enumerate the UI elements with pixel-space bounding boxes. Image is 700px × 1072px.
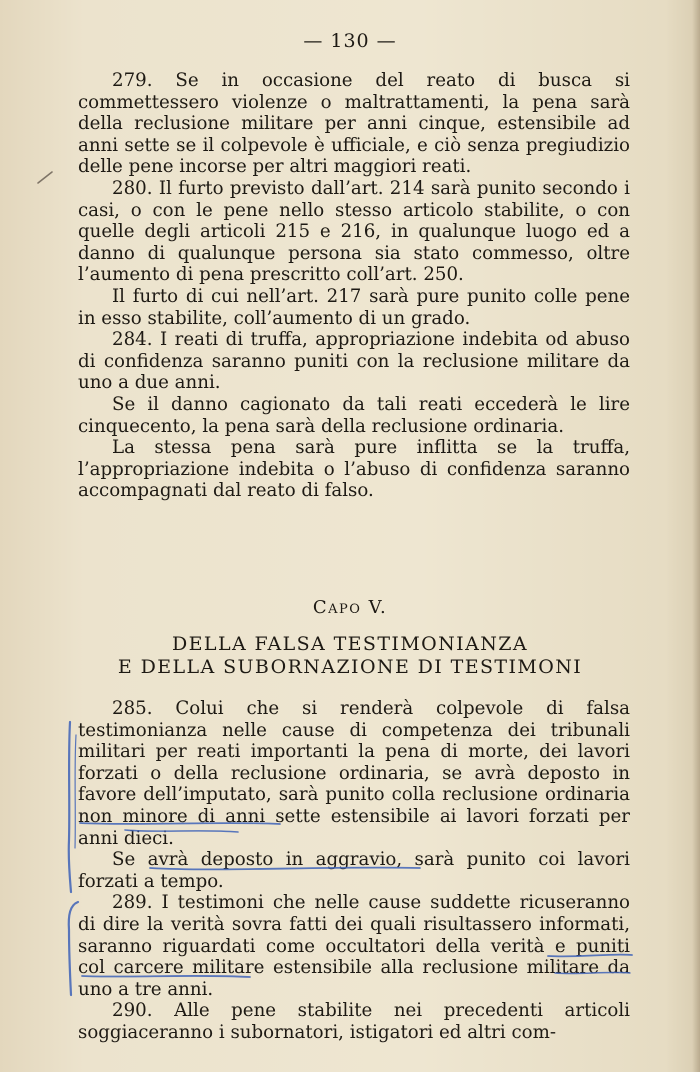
paragraph-280-continuation: Il furto di cui nell’art. 217 sarà pure punito colle pene in esso stabilite, coll’aumento di un grado. xyxy=(78,285,630,329)
paragraph-279: 279. Se in occasione del reato di busca si commettessero violenze o maltrattamenti, la pena sarà della reclusione militare per anni cinque, estensibile ad anni sette se il colpevole è ufficiale, e ciò senza pregiudizio delle pene incorse per altri maggiori reati. xyxy=(78,70,630,178)
paragraph-289: 289. I testimoni che nelle cause suddette ricuseranno di dire la verità sovra fatti dei quali risultassero informati, saranno riguardati come occultatori della verità e puniti col carcere militare estensibile alla reclusione militare da uno a tre anni. xyxy=(78,892,630,1000)
page-edge-shadow xyxy=(692,0,700,1072)
text-block-top xyxy=(78,70,630,502)
margin-bracket-285-inner xyxy=(75,735,76,848)
text-block-bottom xyxy=(78,698,630,1044)
margin-bracket-289 xyxy=(69,902,78,995)
page-number: — 130 — xyxy=(303,30,397,52)
paragraph-290: 290. Alle pene stabilite nei precedenti articoli soggiaceranno i subornatori, istigatori ed altri com- xyxy=(78,1000,630,1043)
chapter-title-line-2: E DELLA SUBORNAZIONE DI TESTIMONI xyxy=(117,656,583,678)
paragraph-284-third: La stessa pena sarà pure inflitta se la truffa, l’appropriazione indebita o l’abuso di confidenza saranno accompagnati dal reato di falso. xyxy=(78,437,630,502)
chapter-title-line-1: DELLA FALSA TESTIMONIANZA xyxy=(172,633,528,655)
paragraph-284: 284. I reati di truffa, appropriazione indebita od abuso di confidenza saranno puniti con la reclusione militare da uno a due anni. xyxy=(78,329,630,394)
pencil-tick-mark xyxy=(38,172,52,183)
paragraph-284-second: Se il danno cagionato da tali reati eccederà le lire cinquecento, la pena sarà della reclusione ordinaria. xyxy=(78,393,630,437)
margin-bracket-285 xyxy=(69,722,71,892)
paragraph-285: 285. Colui che si renderà colpevole di falsa testimonianza nelle cause di competenza dei tribunali militari per reati importanti la pena di morte, dei lavori forzati o della reclusione ordinaria, se avrà deposto in favore dell’imputato, sarà punito colla reclusione ordinaria non minore di anni sette estensibile ai lavori forzati per anni dieci. xyxy=(78,698,630,849)
chapter-title xyxy=(0,633,700,679)
paragraph-280: 280. Il furto previsto dall’art. 214 sarà punito secondo i casi, o con le pene nello stesso articolo stabilite, o con quelle degli articoli 215 e 216, in qualunque luogo ed a danno di qualunque persona sia stato commesso, oltre l’aumento di pena prescritto coll’art. 250. xyxy=(78,177,630,286)
chapter-label: Capo V. xyxy=(312,597,388,618)
paragraph-285-second: Se avrà deposto in aggravio, sarà punito coi lavori forzati a tempo. xyxy=(78,849,630,892)
